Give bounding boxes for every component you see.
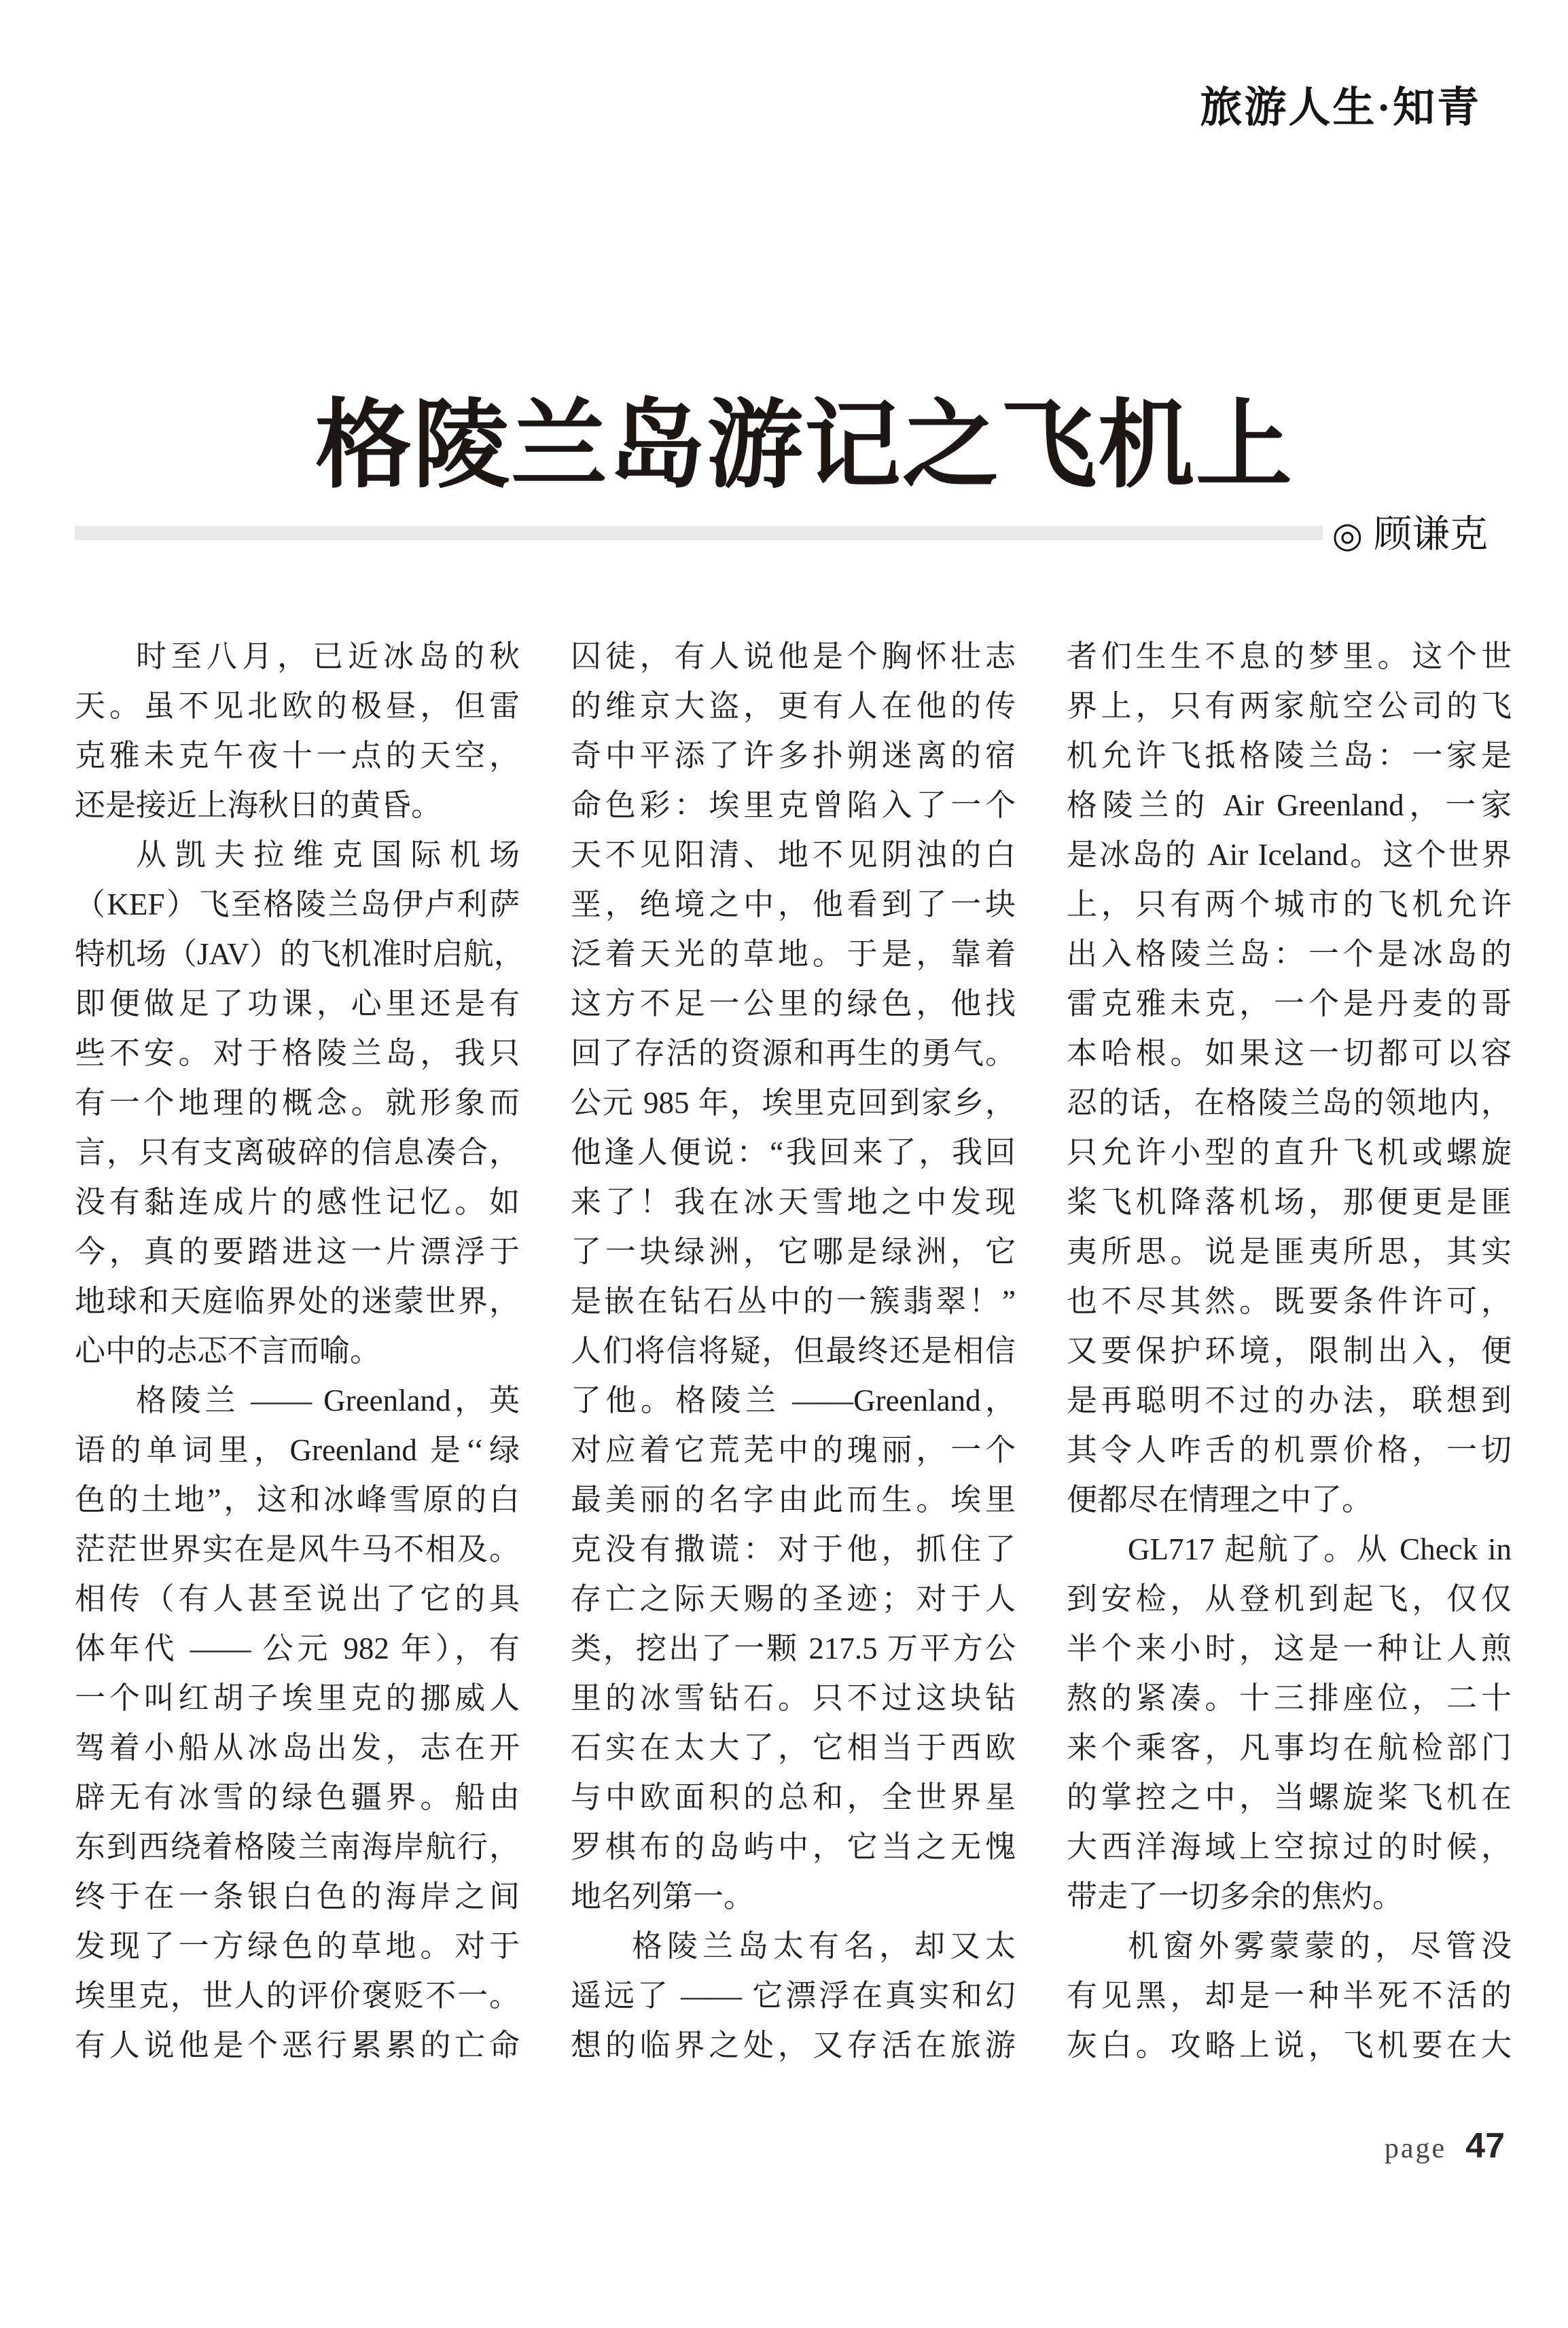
text-line: 里的冰雪钻石。只不过这块钻 xyxy=(571,1681,1016,1715)
byline-rule xyxy=(75,526,1323,540)
text-line: 色的土地”，这和冰峰雪原的白 xyxy=(75,1483,520,1517)
text-line: 只允许小型的直升飞机或螺旋 xyxy=(1067,1135,1512,1169)
text-line: 相传（有人甚至说出了它的具 xyxy=(75,1582,520,1616)
article-title: 格陵兰岛游记之飞机上 xyxy=(315,392,1294,500)
text-line: 一个叫红胡子埃里克的挪威人 xyxy=(75,1681,520,1715)
text-line: 东到西绕着格陵兰南海岸航行， xyxy=(75,1830,520,1864)
text-line: 又要保护环境，限制出入，便 xyxy=(1067,1334,1512,1368)
text-line: 夷所思。说是匪夷所思，其实 xyxy=(1067,1235,1512,1269)
text-line: 这方不足一公里的绿色，他找 xyxy=(571,987,1016,1021)
text-line: 大西洋海域上空掠过的时候， xyxy=(1067,1830,1512,1864)
text-line: 特机场（JAV）的飞机准时启航， xyxy=(75,937,524,971)
text-line: 时至八月，已近冰岛的秋 xyxy=(136,639,520,673)
text-line: 界上，只有两家航空公司的飞 xyxy=(1067,689,1512,723)
byline-author xyxy=(1332,504,1488,559)
text-line: 从凯夫拉维克国际机场 xyxy=(136,838,520,872)
text-line: 了他。格陵兰 ——Greenland， xyxy=(571,1383,1016,1417)
text-line: 埃里克，世人的评价褒贬不一。 xyxy=(75,1979,520,2013)
text-line: 人们将信将疑，但最终还是相信 xyxy=(571,1334,1016,1368)
page-number: 47 xyxy=(1465,2126,1505,2166)
text-line: 来个乘客，凡事均在航检部门 xyxy=(1067,1731,1512,1765)
text-column-1 xyxy=(75,632,524,2070)
text-line: 最美丽的名字由此而生。埃里 xyxy=(571,1483,1016,1517)
text-line: GL717 起航了。从 Check in xyxy=(1128,1532,1512,1566)
author-marker-icon: ◎ xyxy=(1332,516,1363,555)
text-line: 有一个地理的概念。就形象而 xyxy=(75,1086,520,1120)
text-line: 机允许飞抵格陵兰岛：一家是 xyxy=(1067,739,1512,773)
text-line: 想的临界之处，又存活在旅游 xyxy=(571,2028,1016,2062)
text-line: 罗棋布的岛屿中，它当之无愧 xyxy=(571,1830,1016,1864)
text-column-3 xyxy=(1067,632,1512,2070)
text-line: 即便做足了功课，心里还是有 xyxy=(75,987,520,1021)
text-line: 带走了一切多余的焦灼。 xyxy=(1067,1880,1404,1913)
text-line: 心中的忐忑不言而喻。 xyxy=(75,1334,381,1368)
text-line: 格陵兰 —— Greenland，英 xyxy=(136,1383,520,1417)
text-column-2 xyxy=(571,632,1016,2070)
text-line: 半个来小时，这是一种让人煎 xyxy=(1067,1632,1512,1665)
text-line: 体年代 —— 公元 982 年），有 xyxy=(75,1632,520,1665)
text-line: 泛着天光的草地。于是，靠着 xyxy=(571,937,1016,971)
text-line: 遥远了 —— 它漂浮在真实和幻 xyxy=(571,1979,1016,2013)
text-line: 上，只有两个城市的飞机允许 xyxy=(1067,887,1512,921)
byline xyxy=(75,504,1488,565)
text-line: 格陵兰岛太有名，却又太 xyxy=(632,1929,1016,1963)
text-line: 格陵兰的 Air Greenland，一家 xyxy=(1067,788,1512,822)
text-line: 言，只有支离破碎的信息凑合， xyxy=(75,1135,520,1169)
text-line: 终于在一条银白色的海岸之间 xyxy=(75,1880,520,1913)
text-line: 的掌控之中，当螺旋桨飞机在 xyxy=(1067,1780,1512,1814)
text-line: 便都尽在情理之中了。 xyxy=(1067,1483,1373,1517)
text-line: 些不安。对于格陵兰岛，我只 xyxy=(75,1036,520,1070)
text-line: 克没有撒谎：对于他，抓住了 xyxy=(571,1532,1016,1566)
text-line: 公元 985 年，埃里克回到家乡， xyxy=(571,1086,1016,1120)
text-line: 是嵌在钻石丛中的一簇翡翠！” xyxy=(571,1284,1016,1318)
text-line: （KEF）飞至格陵兰岛伊卢利萨 xyxy=(75,887,520,921)
page-footer xyxy=(1385,2126,1505,2166)
text-line: 还是接近上海秋日的黄昏。 xyxy=(75,788,442,822)
text-line: 的维京大盗，更有人在他的传 xyxy=(571,689,1016,723)
text-line: 对应着它荒芜中的瑰丽，一个 xyxy=(571,1433,1016,1467)
text-line: 天不见阳清、地不见阴浊的白 xyxy=(571,838,1016,872)
text-line: 辟无有冰雪的绿色疆界。船由 xyxy=(75,1780,520,1814)
text-line: 者们生生不息的梦里。这个世 xyxy=(1067,639,1512,673)
text-line: 发现了一方绿色的草地。对于 xyxy=(75,1929,520,1963)
section-header: 旅游人生·知青 xyxy=(1200,85,1481,131)
text-line: 茫茫世界实在是风牛马不相及。 xyxy=(75,1532,520,1566)
text-line: 天。虽不见北欧的极昼，但雷 xyxy=(75,689,520,723)
text-line: 克雅未克午夜十一点的天空， xyxy=(75,739,520,773)
text-line: 其令人咋舌的机票价格，一切 xyxy=(1067,1433,1512,1467)
text-line: 熬的紧凑。十三排座位，二十 xyxy=(1067,1681,1512,1715)
text-line: 地球和天庭临界处的迷蒙世界， xyxy=(75,1284,520,1318)
text-line: 也不尽其然。既要条件许可， xyxy=(1067,1284,1512,1318)
page-label: page xyxy=(1384,2133,1447,2164)
text-line: 出入格陵兰岛：一个是冰岛的 xyxy=(1067,937,1512,971)
text-line: 语的单词里，Greenland 是‘‘绿 xyxy=(75,1433,520,1467)
text-line: 类，挖出了一颗 217.5 万平方公 xyxy=(571,1632,1016,1665)
author-name: 顾谦克 xyxy=(1374,514,1488,556)
text-line: 存亡之际天赐的圣迹；对于人 xyxy=(571,1582,1016,1616)
text-line: 回了存活的资源和再生的勇气。 xyxy=(571,1036,1016,1070)
text-line: 命色彩：埃里克曾陷入了一个 xyxy=(571,788,1016,822)
text-line: 今，真的要踏进这一片漂浮于 xyxy=(75,1235,520,1269)
text-line: 垩，绝境之中，他看到了一块 xyxy=(571,887,1016,921)
text-line: 没有黏连成片的感性记忆。如 xyxy=(75,1185,520,1219)
text-line: 有见黑，却是一种半死不活的 xyxy=(1067,1979,1512,2013)
text-line: 有人说他是个恶行累累的亡命 xyxy=(75,2028,520,2062)
text-line: 囚徒，有人说他是个胸怀壮志 xyxy=(571,639,1016,673)
text-line: 机窗外雾蒙蒙的，尽管没 xyxy=(1128,1929,1512,1963)
text-line: 石实在太大了，它相当于西欧 xyxy=(571,1731,1016,1765)
text-line: 雷克雅未克，一个是丹麦的哥 xyxy=(1067,987,1512,1021)
text-line: 忍的话，在格陵兰岛的领地内， xyxy=(1067,1086,1512,1120)
text-line: 与中欧面积的总和，全世界星 xyxy=(571,1780,1016,1814)
text-line: 地名列第一。 xyxy=(571,1880,755,1913)
text-line: 来了！我在冰天雪地之中发现 xyxy=(571,1185,1016,1219)
text-line: 他逢人便说：“我回来了，我回 xyxy=(571,1135,1016,1169)
text-line: 本哈根。如果这一切都可以容 xyxy=(1067,1036,1512,1070)
text-line: 是冰岛的 Air Iceland。这个世界 xyxy=(1067,838,1512,872)
text-line: 灰白。攻略上说，飞机要在大 xyxy=(1067,2028,1512,2062)
text-line: 到安检，从登机到起飞，仅仅 xyxy=(1067,1582,1512,1616)
text-line: 驾着小船从冰岛出发，志在开 xyxy=(75,1731,520,1765)
text-line: 了一块绿洲，它哪是绿洲，它 xyxy=(571,1235,1016,1269)
text-line: 奇中平添了许多扑朔迷离的宿 xyxy=(571,739,1016,773)
text-line: 是再聪明不过的办法，联想到 xyxy=(1067,1383,1512,1417)
text-line: 桨飞机降落机场，那便更是匪 xyxy=(1067,1185,1512,1219)
